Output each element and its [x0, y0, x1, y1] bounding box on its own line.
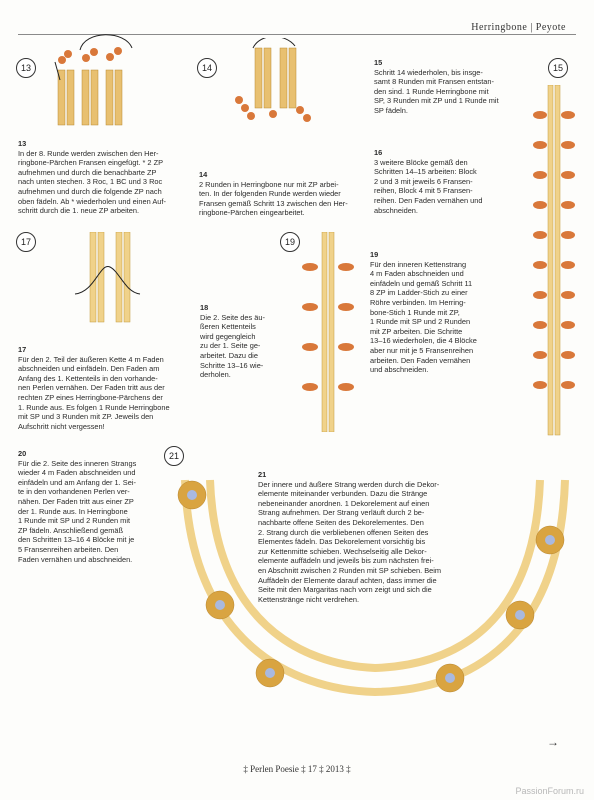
- step-17-title: 17: [18, 345, 27, 354]
- step-17-text: [18, 345, 198, 431]
- step-20-title: 20: [18, 449, 27, 458]
- step-15-illustration: [520, 85, 588, 445]
- step-19-body: Für den inneren Kettenstrang 4 m Faden abschneiden und einfädeln und gemäß Schritt 11 8 ZP im Ladder-Stich zu einer Röhre verbinden. Im Herring- bone-Stich 1 Runde mit ZP, 1 Runde mit SP und 2 Runden mit ZP arbeiten. Die Schritte 13–16 wiederholen, die 4 Blöcke aber nur mit je 5 Fransenreihen arbeiten. Den Faden vernähen und abschneiden.: [370, 259, 477, 375]
- step-19-text: [370, 250, 515, 375]
- step-17-illustration: [70, 232, 160, 332]
- page-footer: ‡ Perlen Poesie ‡ 17 ‡ 2013 ‡: [243, 764, 351, 774]
- step-13-text: [18, 139, 188, 216]
- step-15-body: Schritt 14 wiederholen, bis insge- samt 8 Runden mit Fransen entstan- den sind. 1 Runde Herringbone mit SP, 3 Runden mit ZP und 1 Runde mit SP fädeln.: [374, 67, 499, 115]
- step-14-text: [199, 170, 374, 218]
- step-15-text: [374, 58, 534, 116]
- step-14-illustration: [225, 38, 325, 158]
- step-20-body: Für die 2. Seite des inneren Strangs wieder 4 m Faden abschneiden und einfädeln und am Anfang der 1. Sei- te in den vorhandenen Perlen ver- nähen. Der Faden tritt aus einer ZP der 1. Runde aus. In Herringbone 1 Runde mit SP und 2 Runden mit ZP fädeln. Anschließend gemäß den Schritten 13–16 4 Blöcke mit je 5 Fransenreihen arbeiten. Den Faden vernähen und abschneiden.: [18, 458, 137, 564]
- step-16-title: 16: [374, 148, 383, 157]
- step-17-body: Für den 2. Teil der äußeren Kette 4 m Faden abschneiden und einfädeln. Den Faden am Anfang des 1. Kettenteils in den vorhande- nen Perlen vernähen. Der Faden tritt aus der rechten ZP eines Herringbone-Pärchens der 1. Runde aus. Es folgen 1 Runde Herringbone mit SP und 3 Runden mit ZP. Jeweils den Aufschritt nicht vergessen!: [18, 354, 170, 431]
- step-18-title: 18: [200, 303, 209, 312]
- step-13-body: In der 8. Runde werden zwischen den Her- ringbone-Pärchen Fransen eingefügt. * 2 ZP aufnehmen und durch die benachbarte ZP nach unten stechen. 3 Roc, 1 BC und 3 Roc aufnehmen und durch die folgende ZP nach oben fädeln. Ab * wiederholen und einen Auf- schritt durch die 1. neue ZP arbeiten.: [18, 148, 166, 216]
- step-16-text: [374, 148, 524, 215]
- step-21-title: 21: [258, 470, 267, 479]
- step-14-title: 14: [199, 170, 208, 179]
- watermark: PassionForum.ru: [515, 786, 584, 796]
- step-13-number: 13: [16, 58, 36, 78]
- step-18-text: [200, 303, 280, 380]
- step-20-text: [18, 449, 183, 564]
- step-13-title: 13: [18, 139, 27, 148]
- step-18-illustration: [288, 232, 368, 432]
- step-14-body: 2 Runden in Herringbone nur mit ZP arbei- ten. In der folgenden Runde werden wieder Fransen gemäß Schritt 13 zwischen den Her- ringbone-Pärchen eingearbeitet.: [199, 179, 348, 218]
- step-15-title: 15: [374, 58, 383, 67]
- step-19-number: 19: [280, 232, 300, 252]
- step-21-illustration: [170, 440, 580, 740]
- step-21-body: Der innere und äußere Strang werden durch die Dekor- elemente miteinander verbunden. Dazu die Stränge nebeneinander anordnen. 1 Dekorelement auf einen Strang aufnehmen. Der Strang verläuft durch 2 be- nachbarte offene Seiten des Dekorelementes. Den 2. Strang durch die verbliebenen offenen Seiten des Elementes fädeln. Das Dekorelement vorsichtig bis zur Kettenmitte schieben. Wechselseitig alle Dekor- elemente auffädeln und jeweils bis zum nächsten frei- en Abschnitt zwischen 2 Runden mit SP schieben. Beim Auffädeln der Elemente darauf achten, dass immer die Seite mit den Margaritas nach vorn zeigt und sich die Kettenstränge nicht verdrehen.: [258, 479, 442, 604]
- step-13-illustration: [40, 30, 150, 130]
- step-19-title: 19: [370, 250, 379, 259]
- next-page-arrow-icon[interactable]: →: [547, 735, 559, 749]
- step-17-number: 17: [16, 232, 36, 252]
- section-header: Herringbone | Peyote: [471, 22, 566, 33]
- step-18-body: Die 2. Seite des äu- ßeren Kettenteils wird gegengleich zu der 1. Seite ge- arbeitet. Dazu die Schritte 13–16 wie- derholen.: [200, 312, 265, 380]
- step-21-number: 21: [164, 446, 184, 466]
- step-14-number: 14: [197, 58, 217, 78]
- step-15-number: 15: [548, 58, 568, 78]
- step-16-body: 3 weitere Blöcke gemäß den Schritten 14–15 arbeiten: Block 2 und 3 mit jeweils 6 Fransen- reihen, Block 4 mit 5 Fransen- reihen. Den Faden vernähen und abschneiden.: [374, 157, 483, 215]
